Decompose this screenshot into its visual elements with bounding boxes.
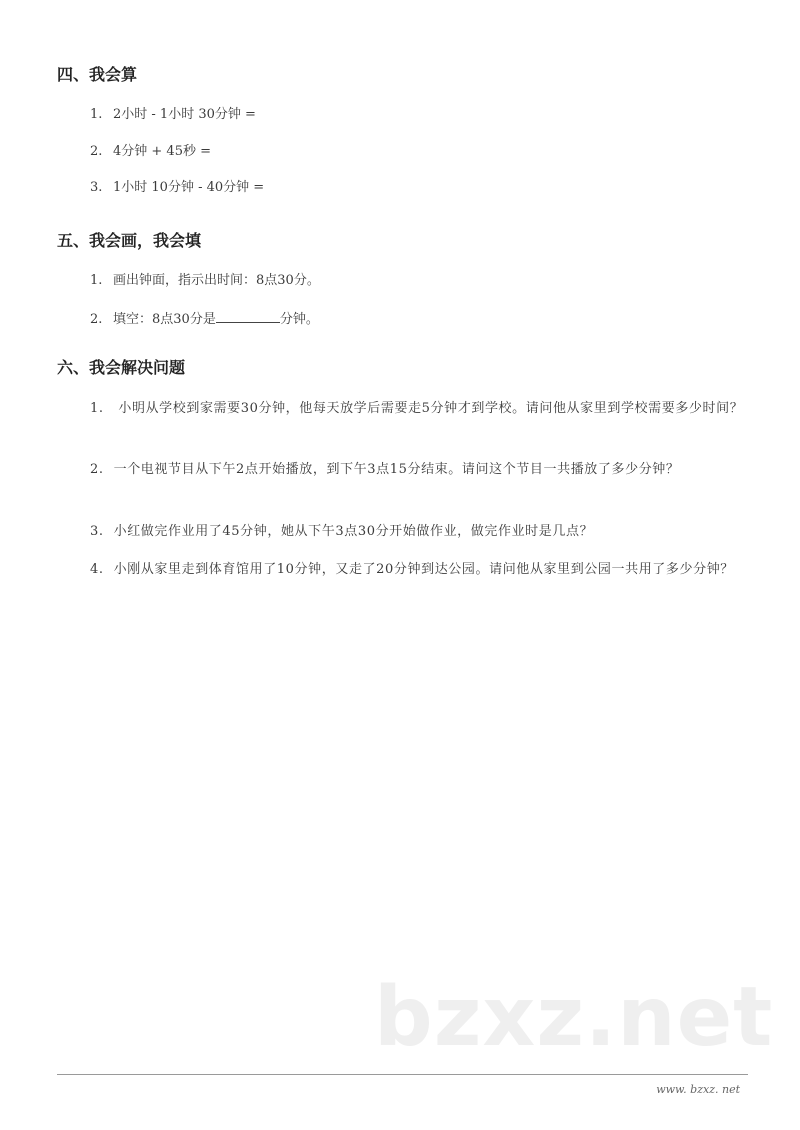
answer-blank[interactable] [216,309,280,323]
question-number: 2. [90,144,103,159]
word-problem-3 [57,520,745,544]
question-number: 1. [90,273,103,288]
fill-question-2 [90,309,319,329]
question-number: 2. [90,312,103,327]
draw-question-1 [90,272,320,290]
question-text: 4分钟 + 45秒 = [113,144,211,159]
question-number: 4. [90,562,104,577]
question-text-after: 分钟。 [279,312,319,327]
calc-question-1 [90,106,256,124]
question-number: 1. [90,401,104,416]
question-text: 2小时 - 1小时 30分钟 = [113,107,256,122]
word-problem-1 [57,397,745,421]
word-problem-2 [57,458,745,482]
section-heading-draw-fill: 五、我会画，我会填 [57,231,202,250]
watermark-logo: bzxz.net [374,970,774,1065]
question-number: 1. [90,107,103,122]
question-number: 3. [90,180,103,195]
footer-divider [57,1074,748,1075]
question-number: 3. [90,524,104,539]
section-heading-calculate: 四、我会算 [57,65,138,84]
calc-question-3 [90,179,264,197]
footer-url: www. bzxz. net [656,1083,740,1096]
word-problem-4 [57,558,745,582]
question-text-before: 填空：8点30分是 [113,312,216,327]
question-text: 一个电视节目从下午2点开始播放，到下午3点15分结束。请问这个节目一共播放了多少分钟？ [113,462,680,477]
section-heading-word-problems: 六、我会解决问题 [57,358,186,377]
question-text: 小明从学校到家需要30分钟，他每天放学后需要走5分钟才到学校。请问他从家里到学校需要多少时间？ [113,401,744,416]
calc-question-2 [90,143,211,161]
question-number: 2. [90,462,104,477]
question-text: 小刚从家里走到体育馆用了10分钟，又走了20分钟到达公园。请问他从家里到公园一共用了多少分钟？ [113,562,734,577]
question-text: 1小时 10分钟 - 40分钟 = [113,180,265,195]
question-text: 小红做完作业用了45分钟，她从下午3点30分开始做作业，做完作业时是几点？ [113,524,594,539]
question-text: 画出钟面，指示出时间：8点30分。 [113,273,320,288]
